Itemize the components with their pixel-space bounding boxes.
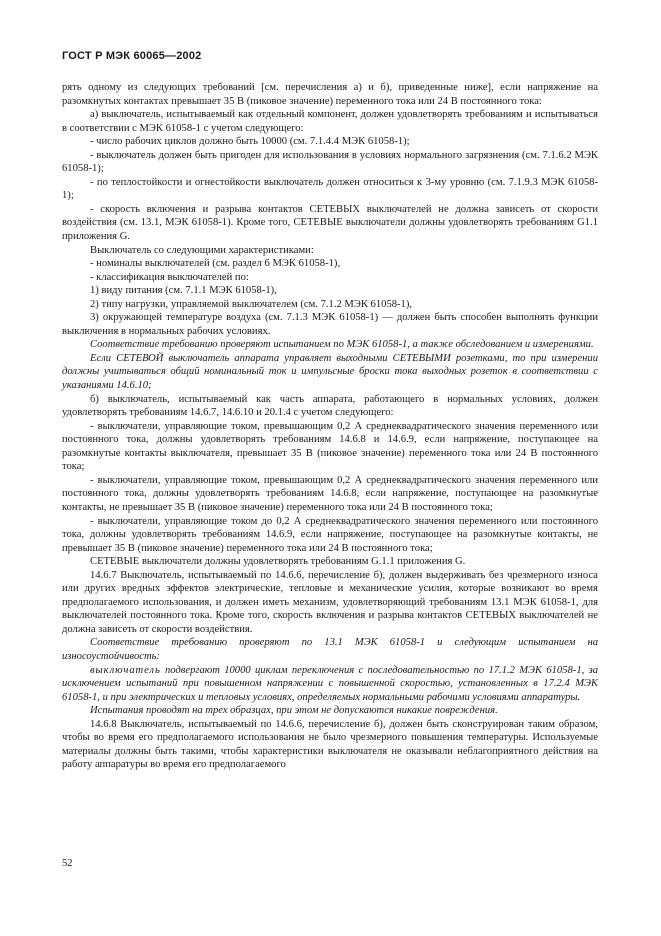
paragraph: Выключатель со следующими характеристиками: xyxy=(90,244,314,256)
paragraph: Соответствие требованию проверяют по 13.1 МЭК 61058-1 и следующим испытанием на износоустойчивость: xyxy=(62,637,598,662)
paragraph: 14.6.8 Выключатель, испытываемый по 14.6.6, перечисление б), должен быть сконструирован таким образом, чтобы во время его предполагаемого использования не было чрезмерного повышения температуры. Используемые материалы должны быть такими, чтобы характеристики выключателя не оказывали неблагоприятного действия на работу аппаратуры во время его предполагаемого xyxy=(62,718,598,771)
emphasis-term: выключатель xyxy=(90,664,161,676)
paragraph: 2) типу нагрузки, управляемой выключателем (см. 7.1.2 МЭК 61058-1), xyxy=(90,298,413,310)
paragraph: а) выключатель, испытываемый как отдельный компонент, должен удовлетворять требованиям и испытываться в соответствии с МЭК 61058-1 с учетом следующего: xyxy=(62,109,598,134)
paragraph: - классификация выключателей по: xyxy=(90,271,249,283)
paragraph: 1) виду питания (см. 7.1.1 МЭК 61058-1), xyxy=(90,285,277,297)
paragraph: б) выключатель, испытываемый как часть аппарата, работающего в нормальных условиях, должен удовлетворять требованиям 14.6.7, 14.6.10 и 20.1.4 с учетом следующего: xyxy=(62,393,598,419)
paragraph: Испытания проводят на трех образцах, при этом не допускаются никакие повреждения. xyxy=(90,705,498,717)
paragraph: рять одному из следующих требований [см. перечисления а) и б), приведенные ниже], если напряжение на разомкнутых контактах превышает 35 В (пиковое значение) переменного тока или 24 В постоянного тока: xyxy=(62,82,598,107)
paragraph: Соответствие требованию проверяют испытанием по МЭК 61058-1, а также обследованием и измерениями. xyxy=(90,339,594,351)
paragraph: - выключатели, управляющие током, превышающим 0,2 А среднеквадратического значения переменного или постоянного тока, должны удовлетворять требованиям 14.6.8 и 14.6.9, если напряжение, поступающее на разомкнутые контакты выключателя, превышает 35 В (пиковое значение) переменного тока или 24 В постоянного тока; xyxy=(62,420,598,473)
document-header: ГОСТ Р МЭК 60065—2002 xyxy=(62,50,202,62)
paragraph: - номиналы выключателей (см. раздел 6 МЭК 61058-1), xyxy=(90,258,341,270)
paragraph: - выключатели, управляющие током, превышающим 0,2 А среднеквадратического значения переменного или постоянного тока, должны удовлетворять требованиям 14.6.8, если напряжение, поступающее на разомкнутые контакты, не превышает 35 В (пиковое значение) переменного тока или 24 В постоянного тока; xyxy=(62,474,598,513)
paragraph: СЕТЕВЫЕ выключатели должны удовлетворять требованиям G.1.1 приложения G. xyxy=(90,556,466,568)
paragraph: - число рабочих циклов должно быть 10000 (см. 7.1.4.4 МЭК 61058-1); xyxy=(90,136,410,148)
page-number: 52 xyxy=(62,858,73,869)
paragraph: - скорость включения и разрыва контактов СЕТЕВЫХ выключателей не должна зависеть от скорости воздействия (см. 13.1, МЭК 61058-1). Кроме того, СЕТЕВЫЕ выключатели должны удовлетворять требованиям G1.1 приложения G. xyxy=(62,203,598,243)
paragraph: Если СЕТЕВОЙ выключатель аппарата управляет выходными СЕТЕВЫМИ розетками, то при измерении должны учитываться общий номинальный ток и импульсные броски тока выходных розеток в соответствии с указаниями 14.6.10; xyxy=(62,352,598,392)
paragraph: - выключатели, управляющие током до 0,2 А среднеквадратического значения переменного или постоянного тока, должны удовлетворять требованиям 14.6.9, если напряжение, поступающее на разомкнутые контакты, не превышает 35 В (пиковое значение) переменного тока или 24 В постоянного тока; xyxy=(62,515,598,554)
paragraph: выключатель подвергают 10000 циклам переключения с последовательностью по 17.1.2 МЭК 61058-1, за исключением испытаний при повышенном напряжении с повышенной скоростью, установленных в 17.2.4 МЭК 61058-1, и при электрических и тепловых условиях, определяемых нормальными рабочими условиями аппаратуры. xyxy=(62,664,598,703)
document-body xyxy=(62,81,598,772)
paragraph: - выключатель должен быть пригоден для использования в условиях нормального загрязнения (см. 7.1.6.2 МЭК 61058-1); xyxy=(62,149,598,175)
paragraph: 3) окружающей температуре воздуха (см. 7.1.3 МЭК 61058-1) — должен быть способен выполнять функции выключения в нормальных рабочих условиях. xyxy=(62,312,598,337)
paragraph: - по теплостойкости и огнестойкости выключатель должен относиться к 3-му уровню (см. 7.1.9.3 МЭК 61058-1); xyxy=(62,176,598,202)
paragraph: 14.6.7 Выключатель, испытываемый по 14.6.6, перечисление б), должен выдерживать без чрезмерного износа или других вредных эффектов электрические, тепловые и механические усилия, которые возникают во время предполагаемого использования, и должен иметь механизм, удовлетворяющий требованиям 13.1 МЭК 61058-1, для выключателей постоянного тока. Кроме того, скорость включения и разрыва контактов СЕТЕВЫХ выключателей не должна зависеть от скорости воздействия. xyxy=(62,569,598,635)
